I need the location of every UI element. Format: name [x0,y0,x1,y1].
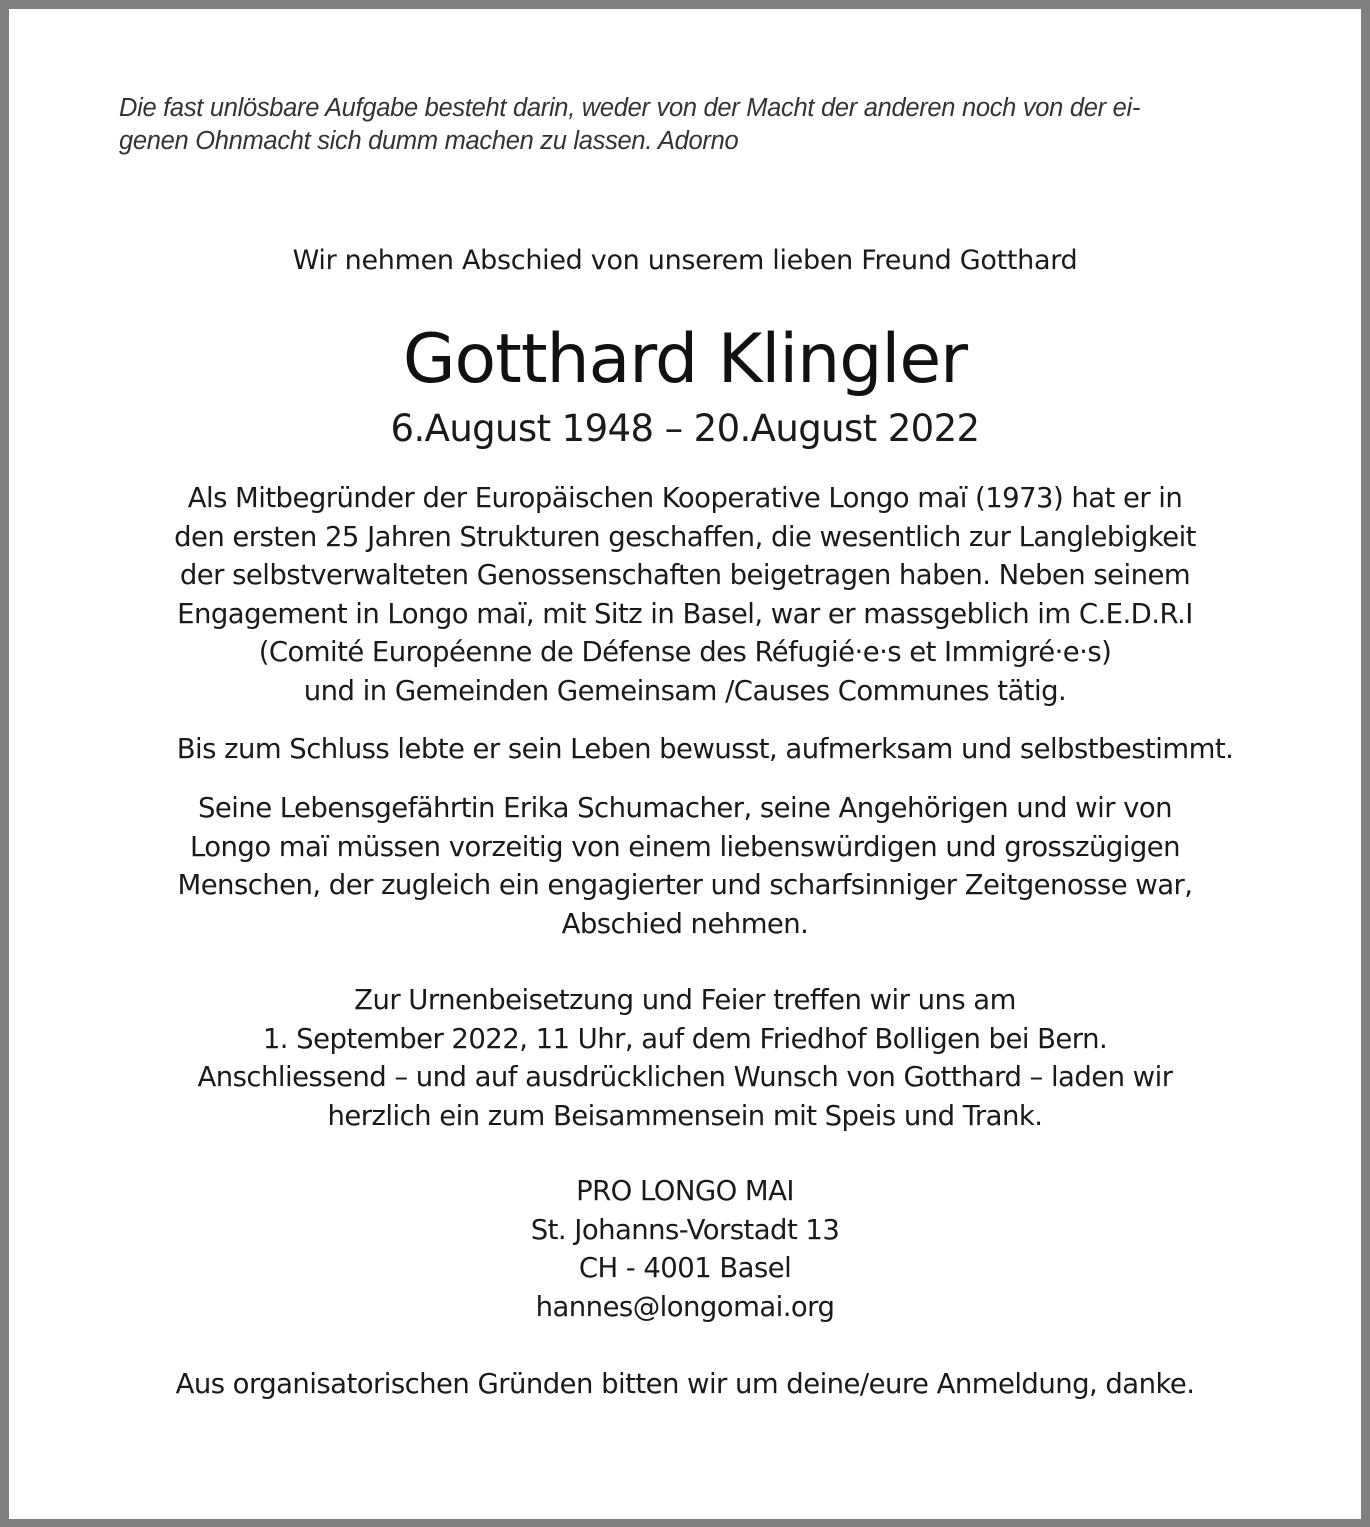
mourners-line: Abschied nehmen. [561,907,809,940]
biography-line: Als Mitbegründer der Europäischen Kooperative Longo maï (1973) hat er in [187,482,1183,514]
ceremony-line: herzlich ein zum Beisammensein mit Speis und Trank. [327,1099,1043,1132]
deceased-name: Gotthard Klingler [402,320,968,399]
biography-line: der selbstverwalteten Genossenschaften beigetragen haben. Neben seinem [179,559,1191,591]
mourners-paragraph [20,789,1350,943]
epigraph-line: genen Ohnmacht sich dumm machen zu lassen. Adorno [119,127,739,155]
mourners-line: Longo maï müssen vorzeitig von einem liebenswürdigen und grosszügigen [189,830,1181,863]
life-statement: Bis zum Schluss lebte er sein Leben bewusst, aufmerksam und selbstbestimmt. [176,733,1234,765]
contact-email[interactable]: hannes@longomai.org [535,1290,835,1323]
registration-note: Aus organisatorischen Gründen bitten wir um deine/eure Anmeldung, danke. [175,1368,1195,1400]
epigraph-quote [119,92,1239,158]
biography-line: und in Gemeinden Gemeinsam /Causes Communes tätig. [303,674,1067,707]
biography-line: Engagement in Longo maï, mit Sitz in Basel, war er massgeblich im C.E.D.R.I [177,597,1193,630]
contact-address [20,1172,1350,1326]
ceremony-paragraph [20,981,1350,1135]
ceremony-line: 1. September 2022, 11 Uhr, auf dem Friedhof Bolligen bei Bern. [262,1022,1108,1055]
mourners-line: Menschen, der zugleich ein engagierter und scharfsinniger Zeitgenosse war, [177,869,1193,901]
contact-organization: PRO LONGO MAI [576,1175,794,1207]
epigraph-line: Die fast unlösbare Aufgabe besteht darin, weder von der Macht der anderen noch von der ei- [119,94,1141,122]
farewell-heading: Wir nehmen Abschied von unserem lieben Freund Gotthard [292,245,1078,276]
biography-line: den ersten 25 Jahren Strukturen geschaffen, die wesentlich zur Langlebigkeit [174,520,1196,553]
contact-street: St. Johanns-Vorstadt 13 [530,1213,840,1246]
biography-line: (Comité Européenne de Défense des Réfugié·e·s et Immigré·e·s) [258,636,1112,668]
biography-paragraph [20,479,1350,710]
ceremony-line: Anschliessend – und auf ausdrücklichen Wunsch von Gotthard – laden wir [197,1061,1173,1093]
contact-city: CH - 4001 Basel [578,1252,792,1284]
mourners-line: Seine Lebensgefährtin Erika Schumacher, seine Angehörigen und wir von [197,792,1173,824]
life-dates: 6.August 1948 – 20.August 2022 [390,407,980,450]
ceremony-line: Zur Urnenbeisetzung und Feier treffen wir uns am [354,984,1016,1016]
